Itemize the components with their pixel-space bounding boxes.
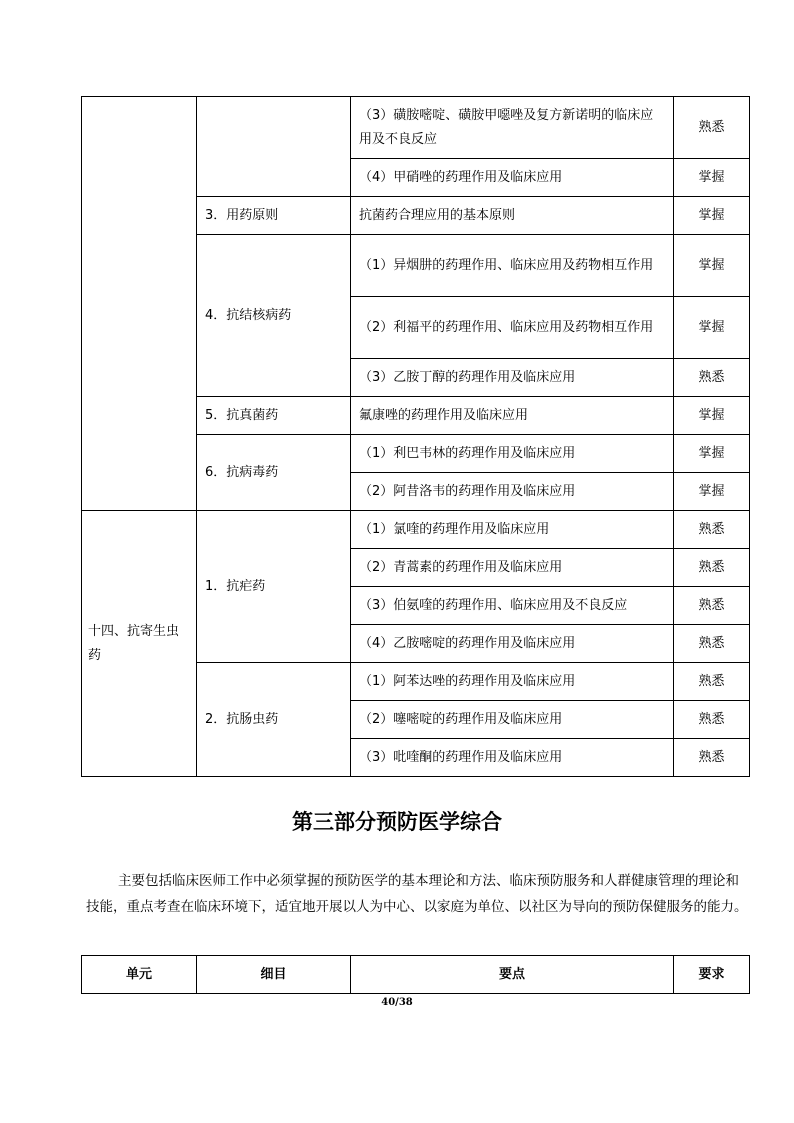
point-cell: （1）氯喹的药理作用及临床应用	[351, 511, 674, 549]
point-cell: （2）阿昔洛韦的药理作用及临床应用	[351, 473, 674, 511]
point-cell: （3）乙胺丁醇的药理作用及临床应用	[351, 359, 674, 397]
requirement-cell: 熟悉	[674, 511, 750, 549]
unit-cell: 十四、抗寄生虫药	[82, 511, 197, 777]
point-cell: （3）伯氨喹的药理作用、临床应用及不良反应	[351, 587, 674, 625]
point-cell: （1）利巴韦林的药理作用及临床应用	[351, 435, 674, 473]
detail-cell: 6．抗病毒药	[197, 435, 351, 511]
point-cell: （1）异烟肼的药理作用、临床应用及药物相互作用	[351, 235, 674, 297]
requirement-cell: 熟悉	[674, 97, 750, 159]
requirement-cell: 熟悉	[674, 739, 750, 777]
detail-cell: 5．抗真菌药	[197, 397, 351, 435]
detail-cell-empty	[197, 97, 351, 197]
detail-cell: 1．抗疟药	[197, 511, 351, 663]
requirement-cell: 掌握	[674, 397, 750, 435]
point-cell: （2）利福平的药理作用、临床应用及药物相互作用	[351, 297, 674, 359]
requirement-cell: 掌握	[674, 235, 750, 297]
col-header-requirement: 要求	[674, 956, 750, 994]
requirement-cell: 掌握	[674, 159, 750, 197]
point-cell: （2）噻嘧啶的药理作用及临床应用	[351, 701, 674, 739]
point-cell: （3）吡喹酮的药理作用及临床应用	[351, 739, 674, 777]
requirement-cell: 熟悉	[674, 663, 750, 701]
col-header-point: 要点	[351, 956, 674, 994]
point-cell: （1）阿苯达唑的药理作用及临床应用	[351, 663, 674, 701]
col-header-detail: 细目	[197, 956, 351, 994]
section-title: 第三部分预防医学综合	[292, 809, 502, 834]
requirement-cell: 熟悉	[674, 625, 750, 663]
section-paragraph: 主要包括临床医师工作中必须掌握的预防医学的基本理论和方法、临床预防服务和人群健康管理的理论和技能，重点考查在临床环境下，适宜地开展以人为中心、以家庭为单位、以社区为导向的预防保健服务的能力。	[86, 873, 748, 915]
header-table	[81, 955, 750, 994]
point-cell: （4）甲硝唑的药理作用及临床应用	[351, 159, 674, 197]
requirement-cell: 掌握	[674, 473, 750, 511]
detail-cell: 2．抗肠虫药	[197, 663, 351, 777]
point-cell: （3）磺胺嘧啶、磺胺甲噁唑及复方新诺明的临床应用及不良反应	[351, 97, 674, 159]
detail-cell: 4．抗结核病药	[197, 235, 351, 397]
syllabus-table	[81, 96, 750, 777]
requirement-cell: 掌握	[674, 435, 750, 473]
point-cell: （4）乙胺嘧啶的药理作用及临床应用	[351, 625, 674, 663]
col-header-unit: 单元	[82, 956, 197, 994]
unit-cell-empty	[82, 97, 197, 511]
requirement-cell: 熟悉	[674, 359, 750, 397]
detail-cell: 3．用药原则	[197, 197, 351, 235]
requirement-cell: 熟悉	[674, 701, 750, 739]
requirement-cell: 掌握	[674, 297, 750, 359]
requirement-cell: 熟悉	[674, 587, 750, 625]
point-cell: 抗菌药合理应用的基本原则	[351, 197, 674, 235]
point-cell: （2）青蒿素的药理作用及临床应用	[351, 549, 674, 587]
page-number: 40/38	[381, 997, 413, 1008]
requirement-cell: 掌握	[674, 197, 750, 235]
point-cell: 氟康唑的药理作用及临床应用	[351, 397, 674, 435]
requirement-cell: 熟悉	[674, 549, 750, 587]
